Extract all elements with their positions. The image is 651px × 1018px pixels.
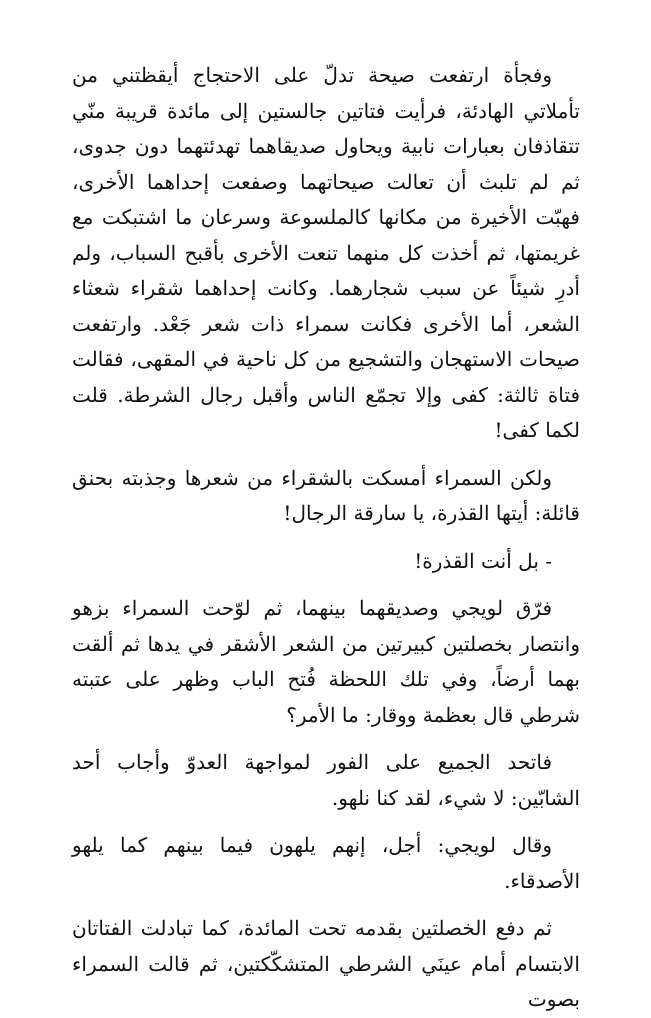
paragraph-luigi-reply: وقال لويجي: أجل، إنهم يلهون فيما بينهم كما يلهو الأصدقاء. (72, 833, 580, 893)
paragraph-brunette-insult: ولكن السمراء أمسكت بالشقراء من شعرها وجذبته بحنق قائلة: أيتها القذرة، يا سارقة الرجال! (72, 465, 580, 525)
paragraph-policeman-arrives: فرّق لويجي وصديقهما بينهما، ثم لوّحت السمراء بزهو وانتصار بخصلتين كبيرتين من الشعر الأشقر في يدها ثم ألقت بهما أرضاً، وفي تلك اللحظة فُتح الباب وظهر على عتبته شرطي قال بعظمة ووقار: ما الأمر؟ (72, 596, 580, 727)
paragraph-young-man-reply: فاتحد الجميع على الفور لمواجهة العدوّ وأجاب أحد الشابّين: لا شيء، لقد كنا نلهو. (72, 750, 580, 810)
paragraph-tresses-hidden: ثم دفع الخصلتين بقدمه تحت المائدة، كما تبادلت الفتاتان الابتسام أمام عينَي الشرطي المتشكّكتين، ثم قالت السمراء بصوت (72, 916, 580, 1011)
paragraph-retort: - بل أنت القذرة! (414, 548, 552, 573)
paragraph-fight-begins: وفجأة ارتفعت صيحة تدلّ على الاحتجاج أيقظتني من تأملاتي الهادئة، فرأيت فتاتين جالستين إلى مائدة قريبة منّي تتقاذفان بعبارات نابية ويحاول صديقاهما تهدئتهما دون جدوى، ثم لم تلبث أن تعالت صيحاتهما وصفعت إحداهما الأخرى، فهبّت الأخيرة من مكانها كالملسوعة وسرعان ما اشتبكت مع غريمتها، ثم أخذت كل منهما تنعت الأخرى بأقبح السباب، ولم أدرِ شيئاً عن سبب شجارهما. وكانت إحداهما شقراء شعثاء الشعر، أما الأخرى فكانت سمراء ذات شعر جَعْد. وارتفعت صيحات الاستهجان والتشجيع من كل ناحية في المقهى، فقالت فتاة ثالثة: كفى وإلا تجمّع الناس وأقبل رجال الشرطة. قلت لكما كفى! (72, 63, 581, 442)
